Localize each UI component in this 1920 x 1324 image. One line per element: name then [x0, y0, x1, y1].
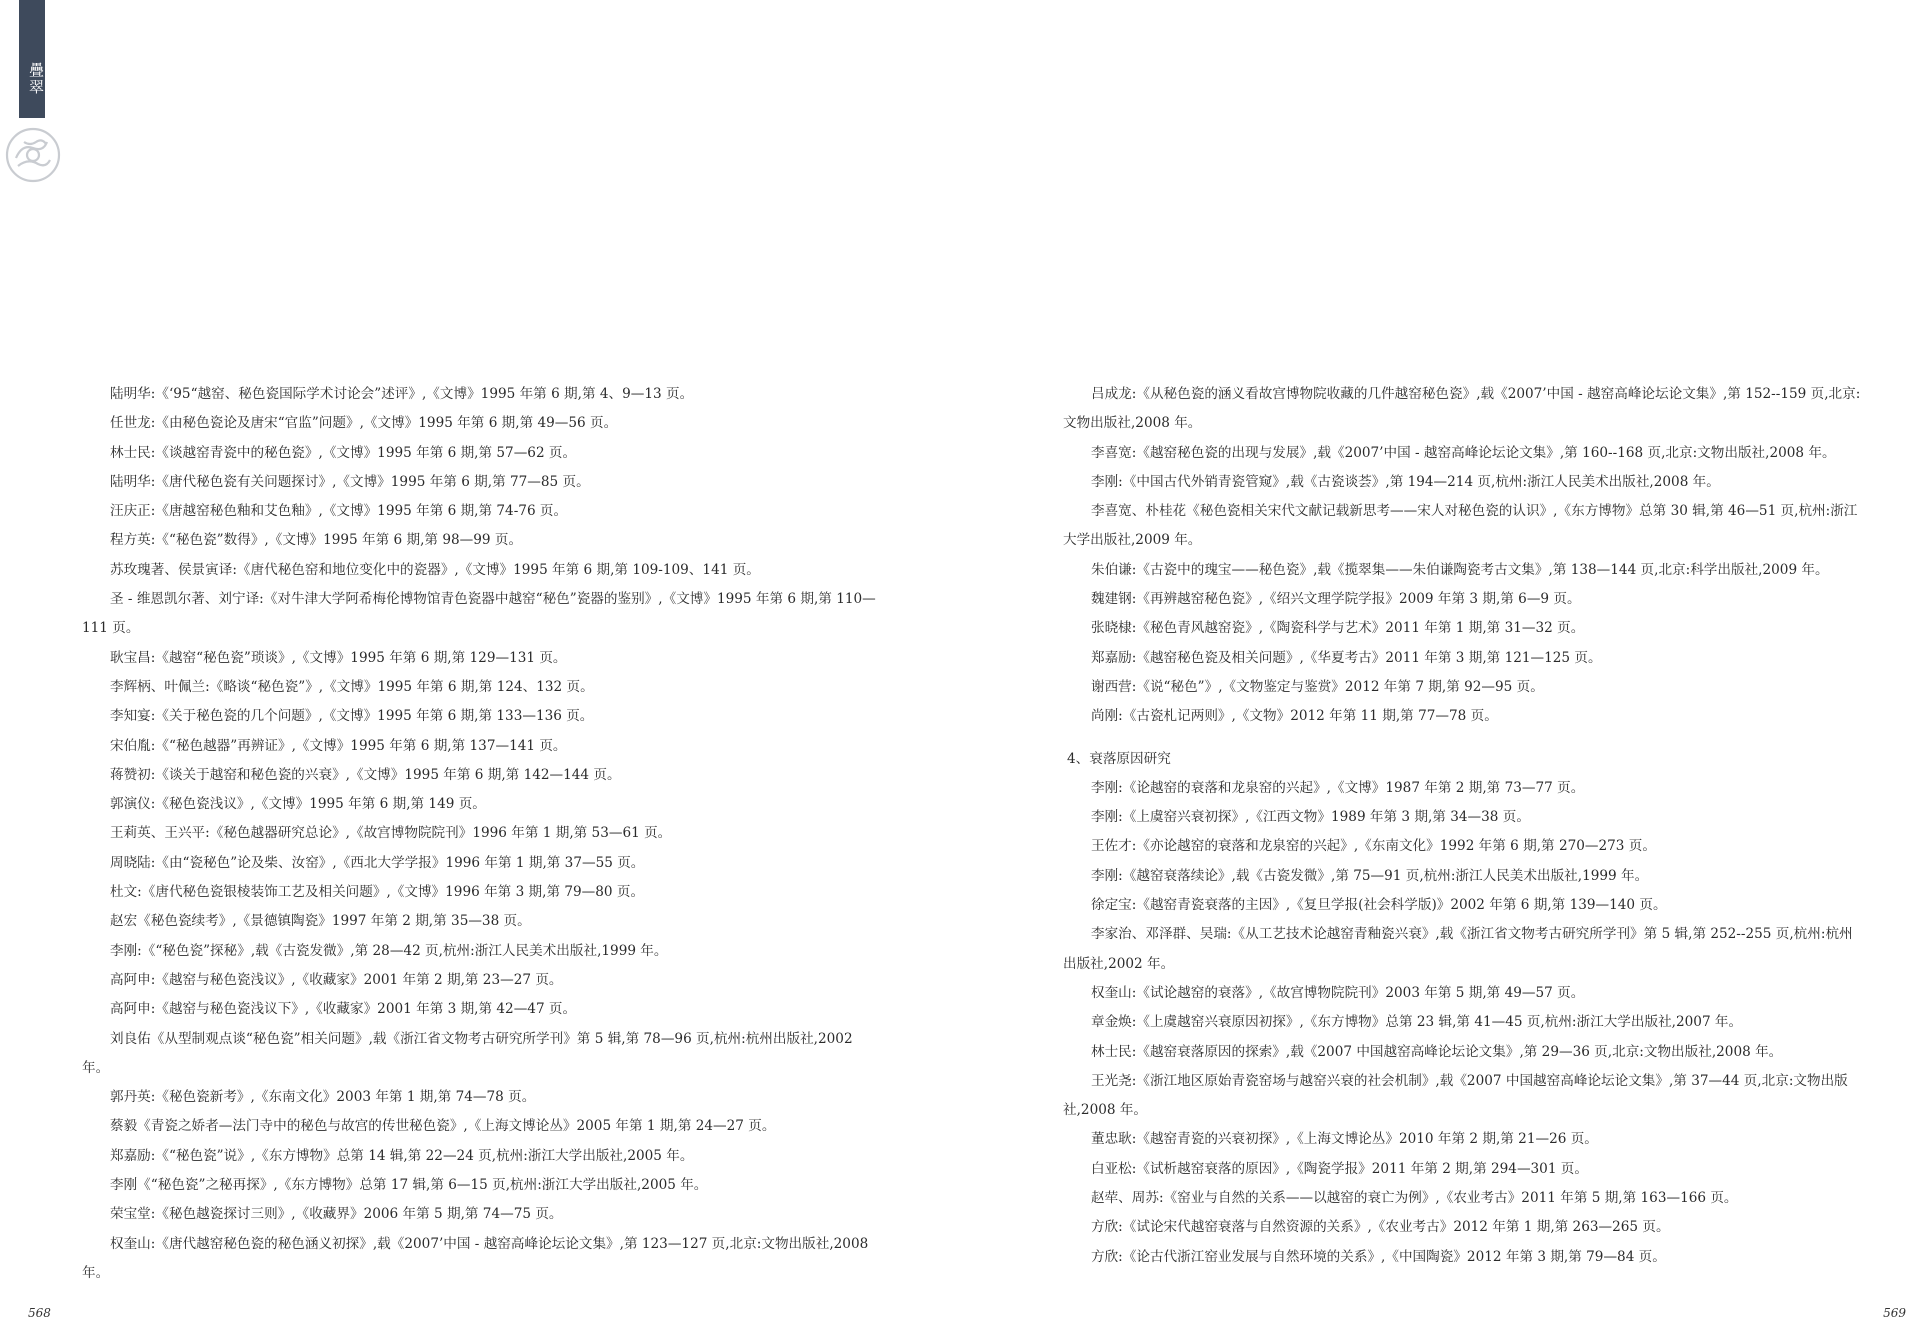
- reference-entry: 王光尧:《浙江地区原始青瓷窑场与越窑兴衰的社会机制》,载《2007 中国越窑高峰论坛论文集》,第 37—44 页,北京:文物出版社,2008 年。: [1063, 1072, 1848, 1119]
- reference-entry: 尚刚:《古瓷札记两则》,《文物》2012 年第 11 期,第 77—78 页。: [1091, 708, 1498, 725]
- page-number-right: 569: [1883, 1306, 1906, 1320]
- reference-entry: 陆明华:《唐代秘色瓷有关问题探讨》,《文博》1995 年第 6 期,第 77—85 页。: [110, 473, 590, 490]
- reference-entry: 杜文:《唐代秘色瓷银棱装饰工艺及相关问题》,《文博》1996 年第 3 期,第 79—80 页。: [110, 884, 645, 901]
- left-page-references: [82, 380, 880, 1288]
- reference-entry: 李刚:《上虞窑兴衰初探》,《江西文物》1989 年第 3 期,第 34—38 页。: [1091, 809, 1530, 826]
- reference-entry: 赵荦、周苏:《窑业与自然的关系——以越窑的衰亡为例》,《农业考古》2011 年第 5 期,第 163—166 页。: [1091, 1190, 1738, 1207]
- reference-entry: 李喜宽、朴桂花《秘色瓷相关宋代文献记载新思考——宋人对秘色瓷的认识》,《东方博物》总第 30 辑,第 46—51 页,杭州:浙江大学出版社,2009 年。: [1063, 503, 1858, 549]
- reference-entry: 李刚:《中国古代外销青瓷管窥》,载《古瓷谈荟》,第 194—214 页,杭州:浙江人民美术出版社,2008 年。: [1091, 473, 1720, 490]
- reference-entry: 董忠耿:《越窑青瓷的兴衰初探》,《上海文博论丛》2010 年第 2 期,第 21—26 页。: [1091, 1131, 1598, 1148]
- reference-entry: 李刚:《论越窑的衰落和龙泉窑的兴起》,《文博》1987 年第 2 期,第 73—77 页。: [1091, 779, 1585, 796]
- reference-entry: 吕成龙:《从秘色瓷的涵义看故宫博物院收藏的几件越窑秘色瓷》,载《2007’中国 - 越窑高峰论坛论文集》,第 152--159 页,北京:文物出版社,2008 年。: [1063, 386, 1861, 432]
- reference-entry: 李家治、邓泽群、吴瑞:《从工艺技术论越窑青釉瓷兴衰》,载《浙江省文物考古研究所学刊》第 5 辑,第 252--255 页,杭州:杭州出版社,2002 年。: [1063, 926, 1853, 972]
- section-heading: 4、衰落原因研究: [1067, 750, 1171, 767]
- page-number-left: 568: [28, 1306, 51, 1320]
- reference-entry: 蒋赞初:《谈关于越窑和秘色瓷的兴衰》,《文博》1995 年第 6 期,第 142—144 页。: [110, 766, 621, 783]
- reference-entry: 荣宝堂:《秘色越瓷探讨三则》,《收藏界》2006 年第 5 期,第 74—75 页。: [110, 1206, 563, 1223]
- reference-entry: 权奎山:《唐代越窑秘色瓷的秘色涵义初探》,载《2007’中国 - 越窑高峰论坛论文集》,第 123—127 页,北京:文物出版社,2008 年。: [82, 1235, 869, 1281]
- reference-entry: 李辉柄、叶佩兰:《略谈“秘色瓷”》,《文博》1995 年第 6 期,第 124、132 页。: [110, 678, 594, 695]
- reference-entry: 宋伯胤:《“秘色越器”再辨证》,《文博》1995 年第 6 期,第 137—141 页。: [110, 737, 567, 754]
- reference-entry: 方欣:《论古代浙江窑业发展与自然环境的关系》,《中国陶瓷》2012 年第 3 期,第 79—84 页。: [1091, 1248, 1666, 1265]
- reference-entry: 李刚《“秘色瓷”之秘再探》,《东方博物》总第 17 辑,第 6—15 页,杭州:浙江大学出版社,2005 年。: [110, 1177, 708, 1194]
- reference-entry: 郭丹英:《秘色瓷新考》,《东南文化》2003 年第 1 期,第 74—78 页。: [110, 1089, 536, 1106]
- reference-entry: 程方英:《“秘色瓷”数得》,《文博》1995 年第 6 期,第 98—99 页。: [110, 532, 523, 549]
- reference-entry: 李知宴:《关于秘色瓷的几个问题》,《文博》1995 年第 6 期,第 133—136 页。: [110, 708, 594, 725]
- reference-entry: 汪庆正:《唐越窑秘色釉和艾色釉》,《文博》1995 年第 6 期,第 74-76 页。: [110, 503, 568, 520]
- reference-entry: 郑嘉励:《“秘色瓷”说》,《东方博物》总第 14 辑,第 22—24 页,杭州:浙江大学出版社,2005 年。: [110, 1147, 694, 1164]
- reference-entry: 耿宝昌:《越窑“秘色瓷”琐谈》,《文博》1995 年第 6 期,第 129—131 页。: [110, 649, 567, 666]
- reference-entry: 郭演仪:《秘色瓷浅议》,《文博》1995 年第 6 期,第 149 页。: [110, 796, 486, 813]
- reference-entry: 陆明华:《‘95“越窑、秘色瓷国际学术讨论会”述评》,《文博》1995 年第 6 期,第 4、9—13 页。: [110, 386, 694, 402]
- reference-entry: 权奎山:《试论越窑的衰落》,《故宫博物院院刊》2003 年第 5 期,第 49—57 页。: [1091, 984, 1585, 1001]
- reference-entry: 朱伯谦:《古瓷中的瑰宝——秘色瓷》,载《揽翠集——朱伯谦陶瓷考古文集》,第 138—144 页,北京:科学出版社,2009 年。: [1091, 561, 1829, 578]
- reference-entry: 赵宏《秘色瓷续考》,《景德镇陶瓷》1997 年第 2 期,第 35—38 页。: [110, 913, 531, 930]
- reference-entry: 高阿申:《越窑与秘色瓷浅议下》,《收藏家》2001 年第 3 期,第 42—47 页。: [110, 1001, 577, 1018]
- reference-entry: 圣 - 维恩凯尔著、刘宁译:《对牛津大学阿希梅伦博物馆青色瓷器中越窑“秘色”瓷器的鉴别》,《文博》1995 年第 6 期,第 110—111 页。: [82, 591, 876, 637]
- reference-entry: 李刚:《“秘色瓷”探秘》,载《古瓷发微》,第 28—42 页,杭州:浙江人民美术出版社,1999 年。: [110, 942, 668, 959]
- reference-entry: 任世龙:《由秘色瓷论及唐宋“官监”问题》,《文博》1995 年第 6 期,第 49—56 页。: [110, 415, 618, 432]
- reference-entry: 徐定宝:《越窑青瓷衰落的主因》,《复旦学报(社会科学版)》2002 年第 6 期,第 139—140 页。: [1091, 897, 1667, 914]
- reference-entry: 李刚:《越窑衰落续论》,载《古瓷发微》,第 75—91 页,杭州:浙江人民美术出版社,1999 年。: [1091, 867, 1649, 884]
- reference-entry: 方欣:《试论宋代越窑衰落与自然资源的关系》,《农业考古》2012 年第 1 期,第 263—265 页。: [1091, 1219, 1670, 1236]
- reference-entry: 林士民:《越窑衰落原因的探索》,载《2007 中国越窑高峰论坛论文集》,第 29—36 页,北京:文物出版社,2008 年。: [1091, 1043, 1783, 1060]
- cloud-ornament-icon: [2, 124, 64, 186]
- reference-entry: 周晓陆:《由“瓷秘色”论及柴、汝窑》,《西北大学学报》1996 年第 1 期,第 37—55 页。: [110, 854, 645, 871]
- reference-entry: 林士民:《谈越窑青瓷中的秘色瓷》,《文博》1995 年第 6 期,第 57—62 页。: [110, 444, 577, 461]
- reference-entry: 郑嘉励:《越窑秘色瓷及相关问题》,《华夏考古》2011 年第 3 期,第 121—125 页。: [1091, 649, 1602, 666]
- reference-entry: 苏玫瑰著、侯景寅译:《唐代秘色窑和地位变化中的瓷器》,《文博》1995 年第 6 期,第 109-109、141 页。: [110, 561, 760, 578]
- reference-entry: 白亚松:《试析越窑衰落的原因》,《陶瓷学报》2011 年第 2 期,第 294—301 页。: [1091, 1160, 1588, 1177]
- reference-entry: 章金焕:《上虞越窑兴衰原因初探》,《东方博物》总第 23 辑,第 41—45 页,杭州:浙江大学出版社,2007 年。: [1091, 1014, 1743, 1031]
- reference-entry: 高阿申:《越窑与秘色瓷浅议》,《收藏家》2001 年第 2 期,第 23—27 页。: [110, 971, 563, 988]
- reference-entry: 谢西营:《说“秘色”》,《文物鉴定与鉴赏》2012 年第 7 期,第 92—95 页。: [1091, 678, 1544, 695]
- reference-entry: 王莉英、王兴平:《秘色越器研究总论》,《故宫博物院院刊》1996 年第 1 期,第 53—61 页。: [110, 825, 672, 842]
- reference-entry: 魏建钢:《再辨越窑秘色瓷》,《绍兴文理学院学报》2009 年第 3 期,第 6—9 页。: [1091, 591, 1581, 608]
- reference-entry: 蔡毅《青瓷之娇者—法门寺中的秘色与故宫的传世秘色瓷》,《上海文博论丛》2005 年第 1 期,第 24—27 页。: [110, 1118, 776, 1135]
- spine-label: 疊翠: [19, 0, 45, 118]
- reference-entry: 李喜宽:《越窑秘色瓷的出现与发展》,载《2007’中国 - 越窑高峰论坛论文集》,第 160--168 页,北京:文物出版社,2008 年。: [1091, 444, 1836, 461]
- reference-entry: 刘良佑《从型制观点谈“秘色瓷”相关问题》,载《浙江省文物考古研究所学刊》第 5 辑,第 78—96 页,杭州:杭州出版社,2002 年。: [82, 1030, 853, 1076]
- reference-entry: 张晓棣:《秘色青风越窑瓷》,《陶瓷科学与艺术》2011 年第 1 期,第 31—32 页。: [1091, 620, 1585, 637]
- reference-entry: 王佐才:《亦论越窑的衰落和龙泉窑的兴起》,《东南文化》1992 年第 6 期,第 270—273 页。: [1091, 838, 1656, 855]
- right-page-references: [1063, 380, 1863, 1272]
